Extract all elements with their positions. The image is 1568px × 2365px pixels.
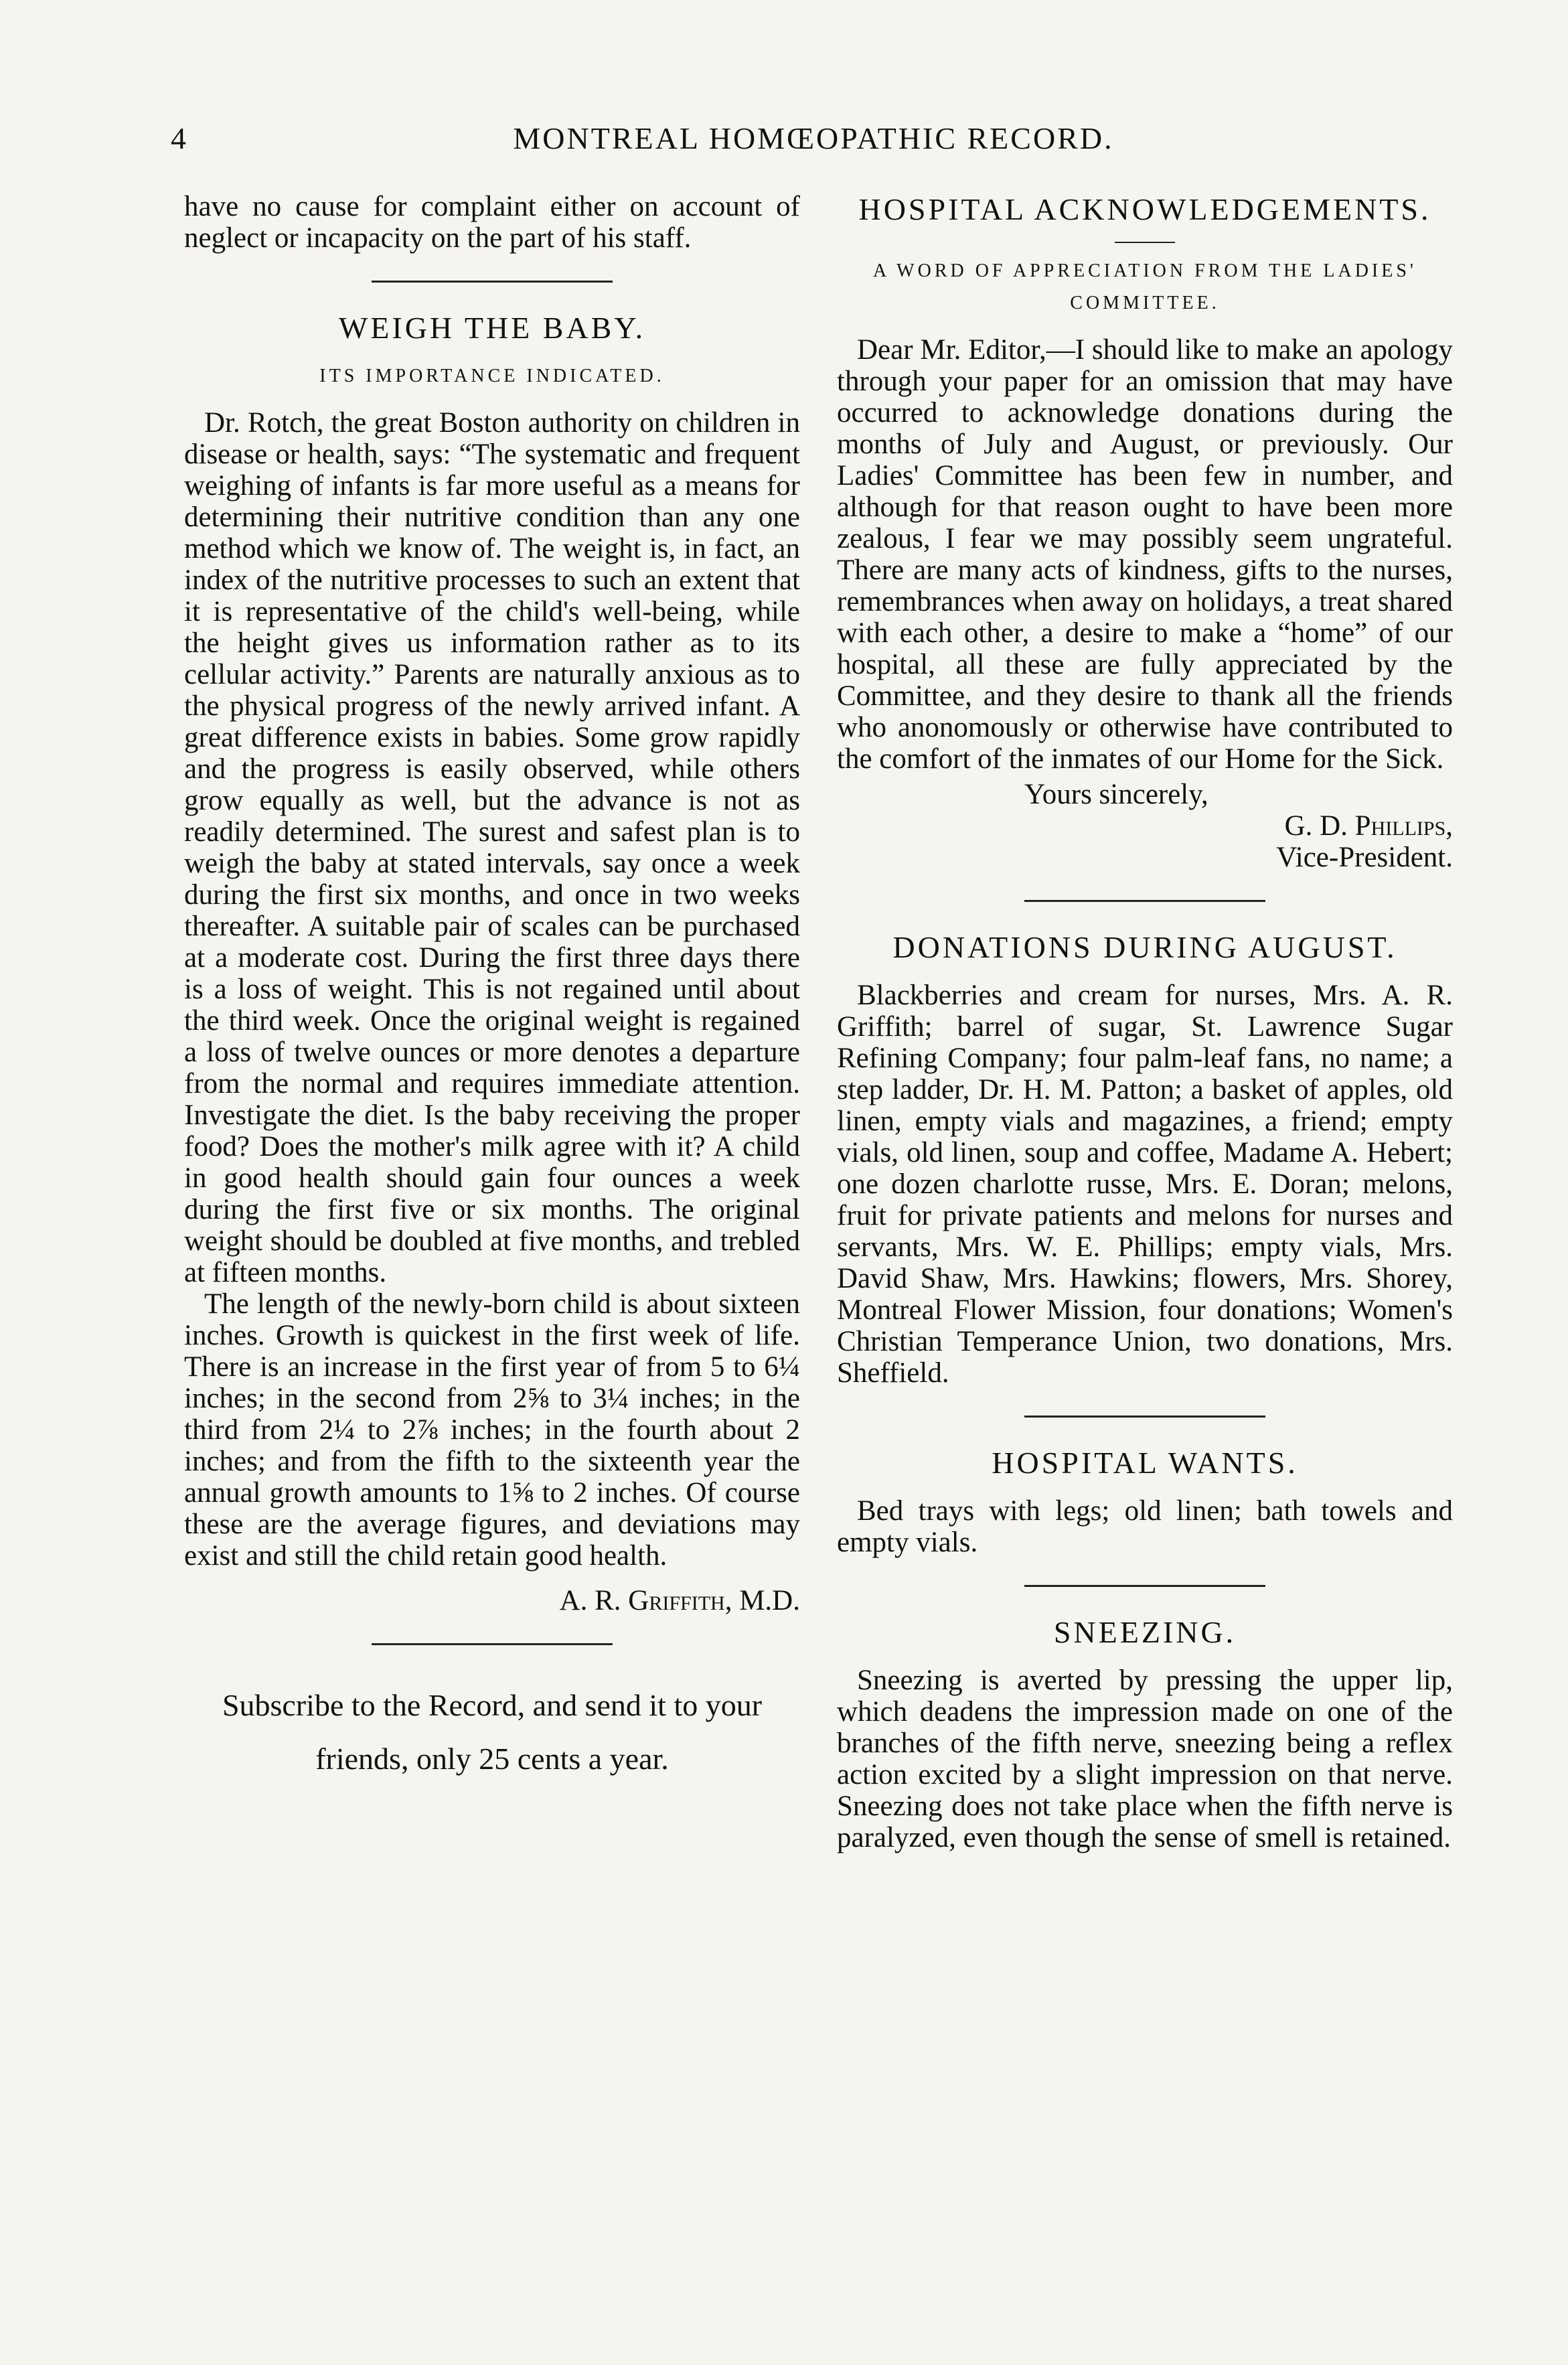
sneezing-heading: SNEEZING.: [1053, 1615, 1237, 1649]
acknowledgements-subheading: A WORD OF APPRECIATION FROM THE LADIES' COMMITTEE.: [873, 260, 1417, 313]
weigh-baby-paragraph-1: Dr. Rotch, the great Boston authority on children in disease or health, says: “The systematic and frequent weighing of infants is far more useful as a means for determining their nutritive condition than any one method which we know of. The weight is, in fact, an index of the nutritive processes to such an extent that it is representative of the child's well-being, while the height gives us information rather as to its cellular activity.” Parents are naturally anxious as to the physical progress of the newly arrived infant. A great difference exists in babies. Some grow rapidly and the progress is easily observed, while others grow equally as well, but the advance is not as readily determined. The surest and safest plan is to weigh the baby at stated intervals, say once a week during the first six months, and once in two weeks thereafter. A suitable pair of scales can be purchased at a moderate cost. During the first three days there is a loss of weight. This is not regained until about the third week. Once the original weight is regained a loss of twelve ounces or more denotes a departure from the normal and requires immediate attention. Investigate the diet. Is the baby receiving the proper food? Does the mother's milk agree with it? A child in good health should gain four ounces a week during the first five or six months. The original weight should be doubled at five months, and trebled at fifteen months.: [184, 407, 800, 1288]
section-divider: [372, 281, 613, 283]
hospital-wants-paragraph: Bed trays with legs; old linen; bath towels and empty vials.: [837, 1495, 1453, 1558]
letter-signature-name: G. D. Phillips,: [1284, 810, 1453, 842]
weigh-baby-signature: A. R. Griffith, M.D.: [559, 1585, 800, 1616]
weigh-baby-subheading: ITS IMPORTANCE INDICATED.: [319, 366, 665, 386]
weigh-baby-heading: WEIGH THE BABY.: [338, 311, 646, 345]
weigh-baby-paragraph-2: The length of the newly-born child is about sixteen inches. Growth is quickest in the first week of life. There is an increase in the first year of from 5 to 6¼ inches; in the second from 2⅝ to 3¼ inches; in the third from 2¼ to 2⅞ inches; in the fourth about 2 inches; and from the fifth to the sixteenth year the annual growth amounts to 1⅝ to 2 inches. Of course these are the average figures, and deviations may exist and still the child retain good health.: [184, 1288, 800, 1572]
letter-signature-role: Vice-President.: [1276, 842, 1453, 873]
letter-closing: Yours sincerely,: [1024, 779, 1208, 810]
section-divider: [372, 1643, 613, 1645]
donations-paragraph: Blackberries and cream for nurses, Mrs. A. R. Griffith; barrel of sugar, St. Lawrence Sugar Refining Company; four palm-leaf fans, no name; a step ladder, Dr. H. M. Patton; a basket of apples, old linen, empty vials and magazines, a friend; empty vials, old linen, soup and coffee, Madame A. Hebert; one dozen charlotte russe, Mrs. E. Doran; melons, fruit for private patients and melons for nurses and servants, Mrs. W. E. Phillips; empty vials, Mrs. David Shaw, Mrs. Hawkins; flowers, Mrs. Shorey, Montreal Flower Mission, four donations; Women's Christian Temperance Union, two donations, Mrs. Sheffield.: [837, 980, 1453, 1389]
right-column: [837, 191, 1453, 1853]
sneezing-paragraph: Sneezing is averted by pressing the upper lip, which deadens the impression made on one of the branches of the fifth nerve, sneezing being a reflex action excited by a slight impression on that nerve. Sneezing does not take place when the fifth nerve is paralyzed, even though the sense of smell is retained.: [837, 1665, 1453, 1853]
donations-heading: DONATIONS DURING AUGUST.: [892, 930, 1397, 964]
short-divider: [1115, 242, 1175, 243]
acknowledgements-heading: HOSPITAL ACKNOWLEDGEMENTS.: [858, 192, 1431, 226]
intro-paragraph: have no cause for complaint either on account of neglect or incapacity on the part of his staff.: [184, 191, 800, 254]
left-column: [184, 191, 800, 1786]
acknowledgements-letter: Dear Mr. Editor,—I should like to make an apology through your paper for an omission that may have occurred to acknowledge donations during the months of July and August, or previously. Our Ladies' Committee has been few in number, and although for that reason ought to have been more zealous, I fear we may possibly seem ungrateful. There are many acts of kindness, gifts to the nurses, remembrances when away on holidays, a treat shared with each other, a desire to make a “home” of our hospital, all these are fully appreciated by the Committee, and they desire to thank all the friends who anonomously or otherwise have contributed to the comfort of the inmates of our Home for the Sick.: [837, 334, 1453, 775]
subscribe-notice: Subscribe to the Record, and send it to your friends, only 25 cents a year.: [222, 1688, 763, 1776]
journal-title: MONTREAL HOMŒOPATHIC RECORD.: [513, 121, 1114, 155]
section-divider: [1024, 1416, 1265, 1418]
hospital-wants-heading: HOSPITAL WANTS.: [992, 1446, 1298, 1480]
section-divider: [1024, 900, 1265, 902]
page-number: 4: [171, 121, 186, 155]
page-header: [171, 114, 1456, 174]
section-divider: [1024, 1585, 1265, 1587]
